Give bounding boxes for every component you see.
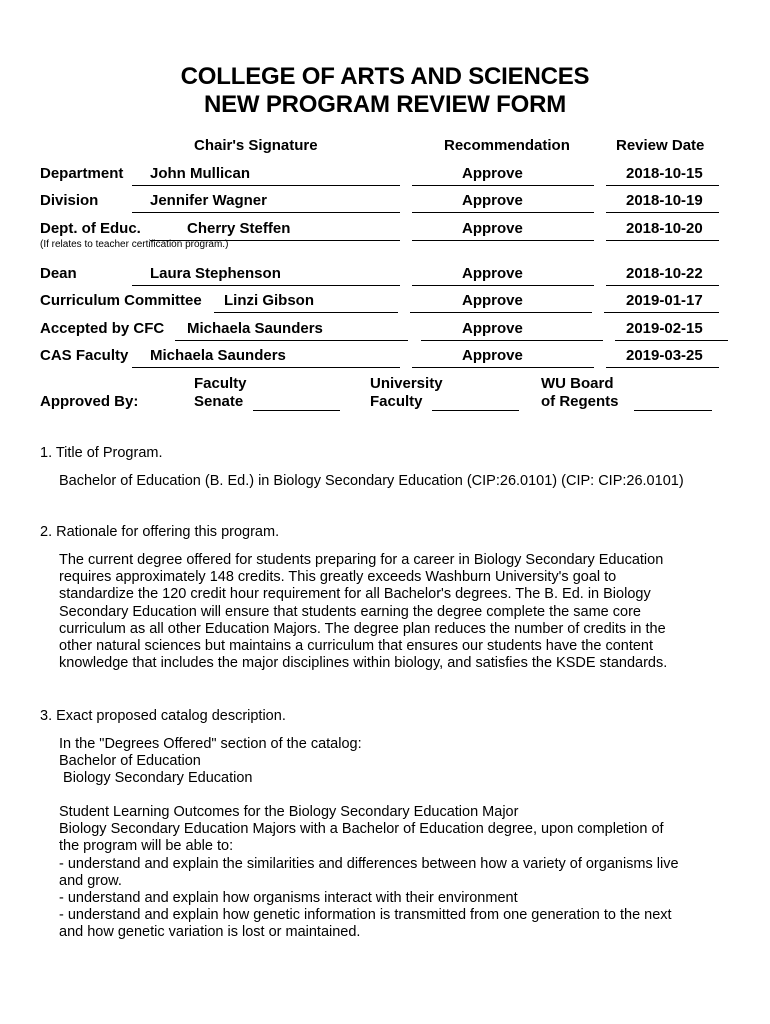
faculty-senate-signature-line[interactable] bbox=[253, 393, 340, 411]
row-label: Curriculum Committee bbox=[40, 292, 202, 309]
row-label: Accepted by CFC bbox=[40, 320, 165, 337]
review-date-value: 2019-02-15 bbox=[626, 320, 703, 337]
review-date-value: 2018-10-20 bbox=[626, 220, 703, 237]
recommendation-field[interactable] bbox=[410, 292, 592, 313]
review-date-field[interactable] bbox=[606, 165, 719, 186]
paragraph-line: The current degree offered for students preparing for a career in Biology Secondary Education bbox=[59, 552, 664, 568]
paragraph-line: In the "Degrees Offered" section of the catalog: bbox=[59, 736, 362, 752]
signature-field[interactable] bbox=[214, 292, 398, 313]
program-title-text: Bachelor of Education (B. Ed.) in Biology Secondary Education (CIP:26.0101) (CIP: CIP:26.0101) bbox=[59, 473, 684, 489]
review-row-dept-of-educ bbox=[0, 220, 770, 240]
paragraph-line: Student Learning Outcomes for the Biology Secondary Education Major bbox=[59, 804, 519, 820]
paragraph-line: - understand and explain how genetic information is transmitted from one generation to the next bbox=[59, 907, 672, 924]
review-date-field[interactable] bbox=[615, 320, 728, 341]
review-date-field[interactable] bbox=[606, 265, 719, 286]
learning-outcomes-paragraph bbox=[59, 804, 749, 942]
university-faculty-signature-line[interactable] bbox=[432, 393, 519, 411]
signature-name: Michaela Saunders bbox=[150, 347, 286, 364]
signature-field[interactable] bbox=[132, 347, 400, 368]
signature-field[interactable] bbox=[132, 165, 400, 186]
paragraph-line: and grow. bbox=[59, 872, 122, 889]
signature-name: Laura Stephenson bbox=[150, 265, 281, 282]
paragraph-line: other natural sciences but maintains a curriculum that ensures our students have the content bbox=[59, 638, 654, 655]
row-label: Department bbox=[40, 165, 124, 182]
recommendation-value: Approve bbox=[462, 165, 523, 182]
catalog-degrees-offered bbox=[59, 736, 749, 788]
recommendation-field[interactable] bbox=[412, 220, 594, 241]
recommendation-value: Approve bbox=[462, 320, 523, 337]
review-date-field[interactable] bbox=[606, 220, 719, 241]
approved-by-label: Approved By: bbox=[40, 393, 139, 410]
paragraph-line: the program will be able to: bbox=[59, 838, 234, 855]
paragraph-line: Biology Secondary Education Majors with a Bachelor of Education degree, upon completion of bbox=[59, 821, 664, 838]
paragraph-line: requires approximately 148 credits. This greatly exceeds Washburn University's goal to bbox=[59, 569, 617, 586]
signature-field[interactable] bbox=[132, 192, 400, 213]
paragraph-line: Secondary Education will ensure that students earning the degree complete the same core bbox=[59, 603, 641, 620]
header-chairs-signature: Chair's Signature bbox=[194, 137, 318, 154]
review-date-value: 2019-03-25 bbox=[626, 347, 703, 364]
faculty-senate-label: Faculty Senate bbox=[194, 375, 247, 410]
review-date-value: 2018-10-19 bbox=[626, 192, 703, 209]
form-title-line-2: NEW PROGRAM REVIEW FORM bbox=[203, 91, 567, 118]
recommendation-value: Approve bbox=[462, 220, 523, 237]
paragraph-line: and how genetic variation is lost or maintained. bbox=[59, 924, 361, 941]
review-date-value: 2018-10-15 bbox=[626, 165, 703, 182]
recommendation-value: Approve bbox=[462, 292, 523, 309]
recommendation-field[interactable] bbox=[412, 192, 594, 213]
recommendation-field[interactable] bbox=[412, 347, 594, 368]
header-review-date: Review Date bbox=[616, 137, 705, 154]
review-row-division bbox=[0, 192, 770, 212]
section-3-heading: 3. Exact proposed catalog description. bbox=[40, 708, 286, 724]
review-row-curriculum-committee bbox=[0, 292, 770, 312]
recommendation-value: Approve bbox=[462, 192, 523, 209]
teacher-certification-note: (If relates to teacher certification program.) bbox=[40, 239, 229, 250]
paragraph-line: standardize the 120 credit hour requirement for all Bachelor's degrees. The B. Ed. in Biology bbox=[59, 586, 651, 603]
rationale-paragraph bbox=[59, 552, 749, 672]
signature-name: John Mullican bbox=[150, 165, 251, 182]
review-row-department bbox=[0, 165, 770, 185]
signature-field[interactable] bbox=[150, 220, 400, 241]
row-label: Dept. of Educ. bbox=[40, 220, 141, 237]
paragraph-line: Biology Secondary Education bbox=[59, 770, 253, 787]
row-label: Division bbox=[40, 192, 99, 209]
wu-board-signature-line[interactable] bbox=[634, 393, 712, 411]
review-row-accepted-by-cfc bbox=[0, 320, 770, 340]
paragraph-line: Bachelor of Education bbox=[59, 753, 201, 770]
recommendation-value: Approve bbox=[462, 265, 523, 282]
review-date-value: 2018-10-22 bbox=[626, 265, 703, 282]
wu-board-of-regents-label: WU Board of Regents bbox=[541, 375, 619, 410]
recommendation-field[interactable] bbox=[412, 165, 594, 186]
paragraph-line: knowledge that includes the major disciplines within biology, and satisfies the KSDE standards. bbox=[59, 655, 668, 672]
row-label: Dean bbox=[40, 265, 77, 282]
review-row-cas-faculty bbox=[0, 347, 770, 367]
section-2-heading: 2. Rationale for offering this program. bbox=[40, 524, 280, 540]
section-1-heading: 1. Title of Program. bbox=[40, 445, 163, 461]
review-date-value: 2019-01-17 bbox=[626, 292, 703, 309]
signature-name: Cherry Steffen bbox=[187, 220, 291, 237]
row-label: CAS Faculty bbox=[40, 347, 129, 364]
paragraph-line: - understand and explain how organisms interact with their environment bbox=[59, 890, 518, 907]
signature-field[interactable] bbox=[132, 265, 400, 286]
university-faculty-label: University Faculty bbox=[370, 375, 443, 410]
signature-name: Jennifer Wagner bbox=[150, 192, 267, 209]
review-date-field[interactable] bbox=[606, 347, 719, 368]
recommendation-field[interactable] bbox=[421, 320, 603, 341]
review-date-field[interactable] bbox=[604, 292, 719, 313]
paragraph-line: - understand and explain the similarities and differences between how a variety of organisms live bbox=[59, 855, 679, 872]
form-title-line-1: COLLEGE OF ARTS AND SCIENCES bbox=[180, 63, 590, 90]
recommendation-value: Approve bbox=[462, 347, 523, 364]
signature-name: Linzi Gibson bbox=[224, 292, 314, 309]
signature-field[interactable] bbox=[175, 320, 408, 341]
signature-name: Michaela Saunders bbox=[187, 320, 323, 337]
header-recommendation: Recommendation bbox=[444, 137, 570, 154]
paragraph-line: curriculum as all other Education Majors. The degree plan reduces the number of credits in the bbox=[59, 620, 666, 637]
recommendation-field[interactable] bbox=[412, 265, 594, 286]
review-row-dean bbox=[0, 265, 770, 285]
review-date-field[interactable] bbox=[606, 192, 719, 213]
